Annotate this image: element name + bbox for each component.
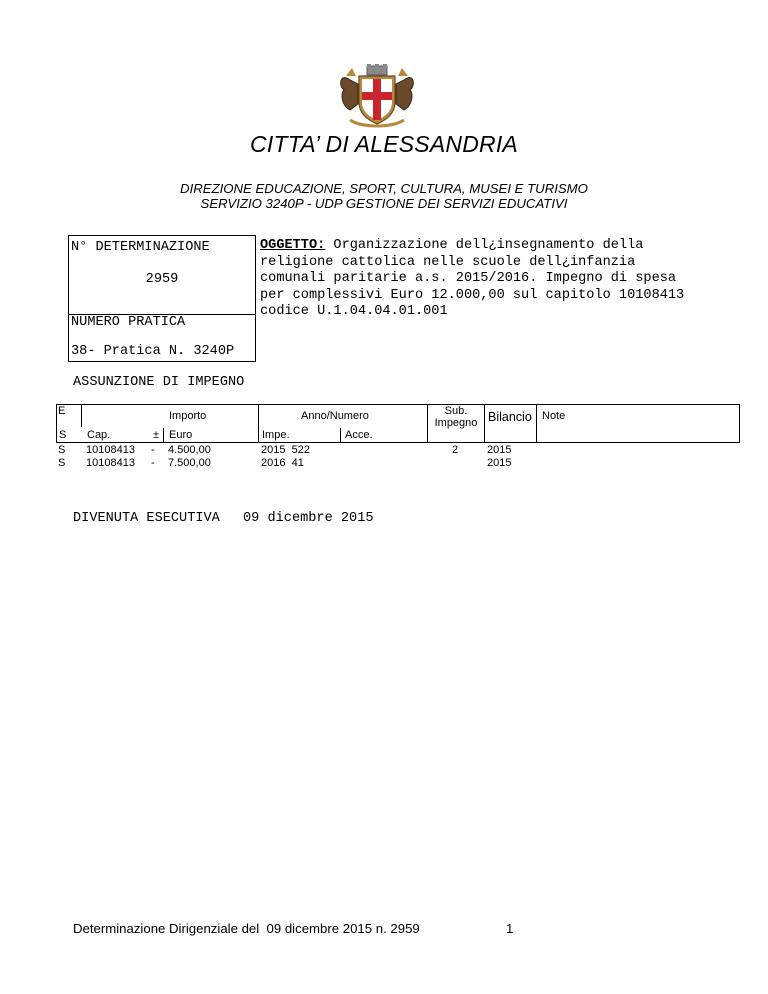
commitment-table-header <box>56 404 740 443</box>
row-bilancio: 2015 <box>487 444 512 456</box>
practice-value: 38- Pratica N. 3240P <box>71 344 235 359</box>
subject-label: OGGETTO: <box>260 238 326 253</box>
subject-text: Organizzazione dell¿insegnamento della religione cattolica nelle scuole dell¿infanzia comunali paritarie a.s. 2015/2016. Impegno di spesa per complessivi Euro 12.000,00 sul capitolo 10108413 codice U.1.04.04.01.001 <box>260 238 693 319</box>
row-impe: 2015 522 <box>261 444 310 456</box>
header-bilancio: Bilancio <box>488 410 532 424</box>
city-title: CITTA’ DI ALESSANDRIA <box>250 131 518 157</box>
section-title: ASSUNZIONE DI IMPEGNO <box>73 375 245 390</box>
footer-text: Determinazione Dirigenziale del 09 dicembre 2015 n. 2959 <box>73 921 420 936</box>
row-cap: 10108413 <box>86 444 135 456</box>
header-sub-2: Impegno <box>434 417 478 429</box>
header-anno-numero: Anno/Numero <box>301 410 369 422</box>
row-cap: 10108413 <box>86 457 135 469</box>
table-row <box>56 444 740 458</box>
header-importo: Importo <box>169 410 207 422</box>
department-title: DIREZIONE EDUCAZIONE, SPORT, CULTURA, MUSEI E TURISMO <box>180 181 588 196</box>
practice-box <box>68 314 256 362</box>
executive-date: 09 dicembre 2015 <box>243 511 374 526</box>
row-euro: 7.500,00 <box>168 457 211 469</box>
determination-label: N° DETERMINAZIONE <box>71 240 210 255</box>
row-es: S <box>58 457 66 469</box>
service-title: SERVIZIO 3240P - UDP GESTIONE DEI SERVIZI EDUCATIVI <box>200 196 568 211</box>
table-row <box>56 457 740 471</box>
header-acce: Acce. <box>345 429 373 441</box>
row-sub: 2 <box>451 444 459 456</box>
header-s: S <box>59 429 67 441</box>
practice-label: NUMERO PRATICA <box>71 315 186 330</box>
city-crest-logo <box>336 64 418 130</box>
determination-box <box>68 235 256 315</box>
subject-block <box>260 238 700 321</box>
header-cap: Cap. <box>87 429 111 441</box>
row-bilancio: 2015 <box>487 457 512 469</box>
header-sub-1: Sub. <box>444 405 468 417</box>
row-pm: - <box>151 444 155 456</box>
row-euro: 4.500,00 <box>168 444 211 456</box>
determination-number: 2959 <box>145 272 179 287</box>
header-e: E <box>58 405 66 417</box>
row-impe: 2016 41 <box>261 457 304 469</box>
header-note: Note <box>542 410 566 422</box>
header-euro: Euro <box>169 429 193 441</box>
header-plusminus: ± <box>153 429 160 441</box>
row-pm: - <box>151 457 155 469</box>
executive-label: DIVENUTA ESECUTIVA <box>73 511 220 526</box>
row-es: S <box>58 444 66 456</box>
page-number: 1 <box>506 921 514 936</box>
header-impe: Impe. <box>262 429 290 441</box>
